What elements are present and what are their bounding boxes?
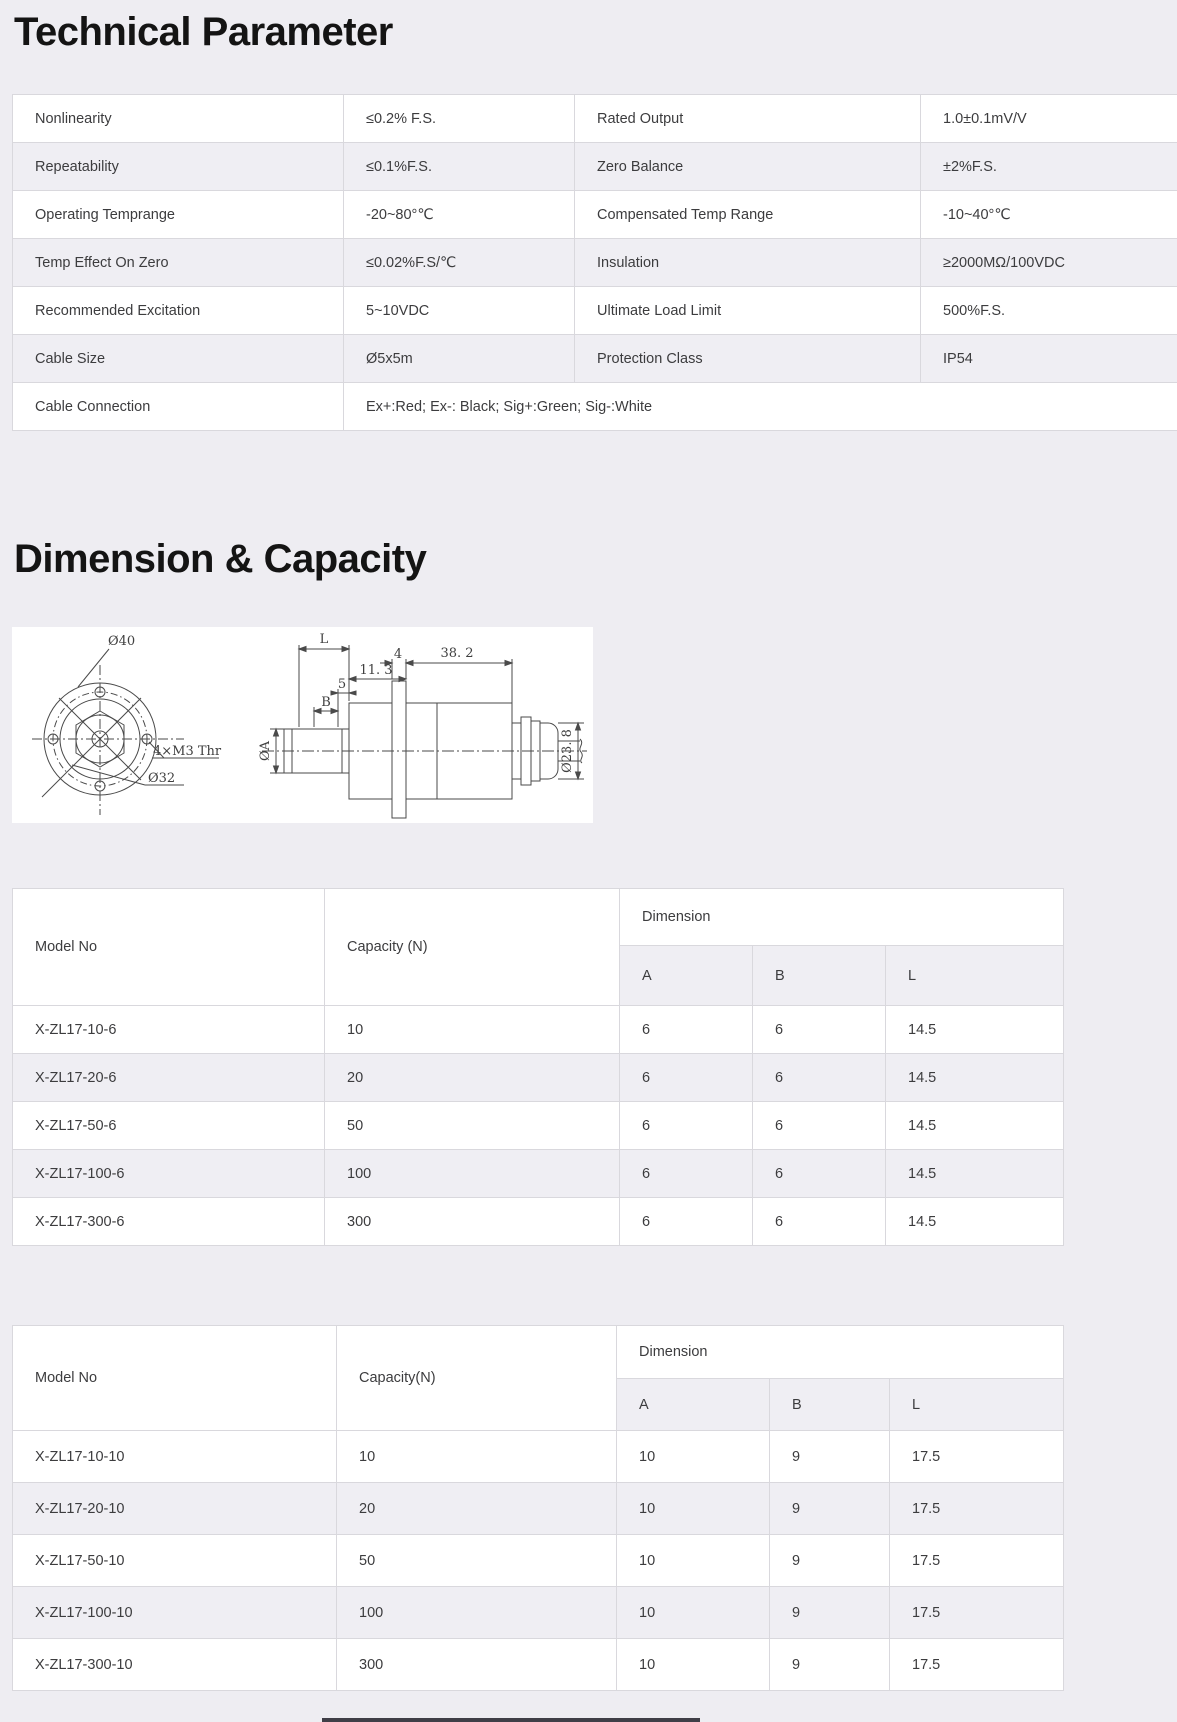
column-header-b: B xyxy=(770,1379,890,1431)
dim-b-cell: 9 xyxy=(770,1587,890,1639)
model-cell: X-ZL17-300-6 xyxy=(13,1198,325,1246)
dim-a-cell: 6 xyxy=(620,1102,753,1150)
column-header-dimension: Dimension xyxy=(620,889,1064,946)
table-header-row xyxy=(13,889,1064,946)
bottom-partial-bar xyxy=(322,1718,700,1722)
dim-l-cell: 17.5 xyxy=(890,1639,1064,1691)
table-row xyxy=(13,1431,1064,1483)
dim-b-cell: 9 xyxy=(770,1483,890,1535)
param-label: Cable Connection xyxy=(13,383,344,431)
dim-a-cell: 6 xyxy=(620,1150,753,1198)
capacity-cell: 20 xyxy=(337,1483,617,1535)
table-row xyxy=(13,1198,1064,1246)
column-header-capacity: Capacity(N) xyxy=(337,1326,617,1431)
dim-a-cell: 10 xyxy=(617,1431,770,1483)
dim-label-4xm3: 4×M3 Thr xyxy=(153,744,222,759)
dim-l-cell: 14.5 xyxy=(886,1006,1064,1054)
dim-a-cell: 6 xyxy=(620,1006,753,1054)
param-value: ≤0.02%F.S/℃ xyxy=(344,239,575,287)
column-header-l: L xyxy=(886,946,1064,1006)
param-label: Compensated Temp Range xyxy=(575,191,921,239)
dim-l-cell: 14.5 xyxy=(886,1054,1064,1102)
model-cell: X-ZL17-20-6 xyxy=(13,1054,325,1102)
param-label: Ultimate Load Limit xyxy=(575,287,921,335)
dim-l-cell: 17.5 xyxy=(890,1483,1064,1535)
dim-b-cell: 6 xyxy=(753,1054,886,1102)
dim-label-11-3: 11. 3 xyxy=(359,663,392,678)
dim-l-cell: 14.5 xyxy=(886,1150,1064,1198)
dim-b-cell: 9 xyxy=(770,1431,890,1483)
model-cell: X-ZL17-50-6 xyxy=(13,1102,325,1150)
dim-label-d32: Ø32 xyxy=(148,771,175,786)
table-row xyxy=(13,1639,1064,1691)
param-value: -20~80°℃ xyxy=(344,191,575,239)
capacity-cell: 100 xyxy=(325,1150,620,1198)
dim-label-5: 5 xyxy=(338,677,346,692)
model-cell: X-ZL17-20-10 xyxy=(13,1483,337,1535)
dim-b-cell: 9 xyxy=(770,1535,890,1587)
dim-a-cell: 6 xyxy=(620,1198,753,1246)
dim-a-cell: 10 xyxy=(617,1483,770,1535)
dim-label-4: 4 xyxy=(394,647,402,662)
param-label: Zero Balance xyxy=(575,143,921,191)
capacity-cell: 10 xyxy=(337,1431,617,1483)
param-label: Temp Effect On Zero xyxy=(13,239,344,287)
param-value: 5~10VDC xyxy=(344,287,575,335)
table-row xyxy=(13,1535,1064,1587)
param-label: Protection Class xyxy=(575,335,921,383)
param-value: ≥2000MΩ/100VDC xyxy=(921,239,1177,287)
param-label: Recommended Excitation xyxy=(13,287,344,335)
dim-l-cell: 17.5 xyxy=(890,1587,1064,1639)
model-cell: X-ZL17-300-10 xyxy=(13,1639,337,1691)
table-row xyxy=(13,143,1177,191)
param-label: Operating Temprange xyxy=(13,191,344,239)
dim-label-38-2: 38. 2 xyxy=(440,646,473,661)
param-value: ≤0.1%F.S. xyxy=(344,143,575,191)
model-cell: X-ZL17-100-6 xyxy=(13,1150,325,1198)
model-cell: X-ZL17-50-10 xyxy=(13,1535,337,1587)
param-value: Ex+:Red; Ex-: Black; Sig+:Green; Sig-:White xyxy=(344,383,1177,431)
capacity-table-6mm xyxy=(12,888,1064,1246)
capacity-cell: 300 xyxy=(337,1639,617,1691)
dim-label-d40: Ø40 xyxy=(108,634,135,649)
dim-b-cell: 6 xyxy=(753,1198,886,1246)
dim-b-cell: 9 xyxy=(770,1639,890,1691)
dim-a-cell: 10 xyxy=(617,1639,770,1691)
table-row xyxy=(13,335,1177,383)
column-header-dimension: Dimension xyxy=(617,1326,1064,1379)
technical-parameter-heading: Technical Parameter xyxy=(14,8,1177,56)
dimension-drawing xyxy=(12,627,593,823)
capacity-cell: 300 xyxy=(325,1198,620,1246)
technical-parameter-table xyxy=(12,94,1177,431)
param-value: ±2%F.S. xyxy=(921,143,1177,191)
param-value: 500%F.S. xyxy=(921,287,1177,335)
dim-a-cell: 10 xyxy=(617,1535,770,1587)
table-row xyxy=(13,1102,1064,1150)
spec-page xyxy=(0,8,1177,1722)
table-row xyxy=(13,239,1177,287)
model-cell: X-ZL17-10-10 xyxy=(13,1431,337,1483)
capacity-cell: 20 xyxy=(325,1054,620,1102)
column-header-a: A xyxy=(617,1379,770,1431)
table-row xyxy=(13,1587,1064,1639)
table-row xyxy=(13,1483,1064,1535)
table-row xyxy=(13,95,1177,143)
table-header-row xyxy=(13,1326,1064,1379)
dim-label-B: B xyxy=(321,695,331,710)
param-label: Repeatability xyxy=(13,143,344,191)
param-value: IP54 xyxy=(921,335,1177,383)
dim-l-cell: 14.5 xyxy=(886,1198,1064,1246)
param-value: -10~40°℃ xyxy=(921,191,1177,239)
load-cell-drawing-svg xyxy=(12,627,593,823)
dim-label-L: L xyxy=(320,632,329,647)
dimension-capacity-heading: Dimension & Capacity xyxy=(14,535,1177,583)
dim-a-cell: 10 xyxy=(617,1587,770,1639)
param-value: 1.0±0.1mV/V xyxy=(921,95,1177,143)
table-row xyxy=(13,383,1177,431)
dim-b-cell: 6 xyxy=(753,1150,886,1198)
dim-l-cell: 17.5 xyxy=(890,1431,1064,1483)
dim-l-cell: 17.5 xyxy=(890,1535,1064,1587)
table-row xyxy=(13,1054,1064,1102)
column-header-l: L xyxy=(890,1379,1064,1431)
column-header-capacity: Capacity (N) xyxy=(325,889,620,1006)
param-value: Ø5x5m xyxy=(344,335,575,383)
table-row xyxy=(13,191,1177,239)
capacity-cell: 10 xyxy=(325,1006,620,1054)
param-label: Nonlinearity xyxy=(13,95,344,143)
capacity-cell: 100 xyxy=(337,1587,617,1639)
dim-l-cell: 14.5 xyxy=(886,1102,1064,1150)
column-header-b: B xyxy=(753,946,886,1006)
capacity-table-10mm xyxy=(12,1325,1064,1691)
table-row xyxy=(13,287,1177,335)
column-header-model: Model No xyxy=(13,889,325,1006)
capacity-cell: 50 xyxy=(337,1535,617,1587)
dim-label-d23-8: Ø23. 8 xyxy=(560,729,575,773)
model-cell: X-ZL17-100-10 xyxy=(13,1587,337,1639)
dim-b-cell: 6 xyxy=(753,1006,886,1054)
column-header-a: A xyxy=(620,946,753,1006)
dim-a-cell: 6 xyxy=(620,1054,753,1102)
param-label: Insulation xyxy=(575,239,921,287)
param-label: Cable Size xyxy=(13,335,344,383)
model-cell: X-ZL17-10-6 xyxy=(13,1006,325,1054)
capacity-cell: 50 xyxy=(325,1102,620,1150)
dim-label-dA: ØA xyxy=(258,740,273,761)
column-header-model: Model No xyxy=(13,1326,337,1431)
table-row xyxy=(13,1006,1064,1054)
param-value: ≤0.2% F.S. xyxy=(344,95,575,143)
dim-b-cell: 6 xyxy=(753,1102,886,1150)
table-row xyxy=(13,1150,1064,1198)
param-label: Rated Output xyxy=(575,95,921,143)
